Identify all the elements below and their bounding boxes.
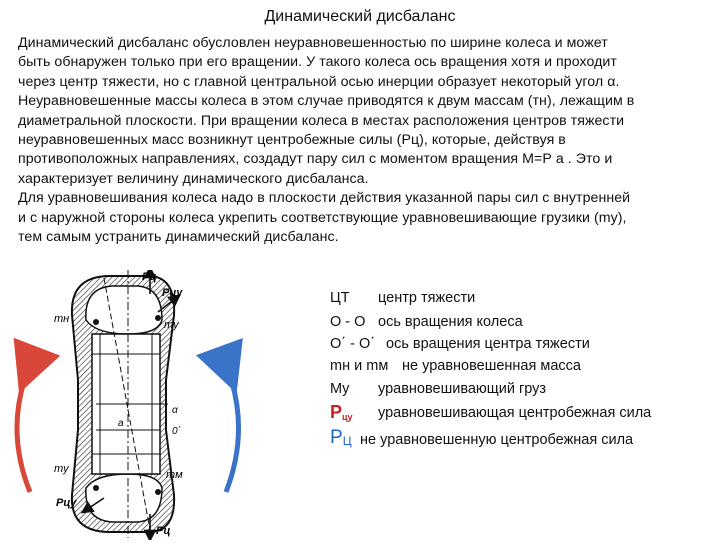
paragraph-line: Неуравновешенные массы колеса в этом случае приводятся к двум массам (тн), лежащим в bbox=[18, 93, 635, 110]
paragraph-line: быть обнаружен только при его вращении. У такого колеса ось вращения хотя и проходит bbox=[18, 54, 617, 71]
legend-text: ось вращения колеса bbox=[378, 314, 523, 330]
legend-symbol: mн и mм bbox=[330, 358, 389, 374]
legend-text: не уравновешенную центробежная сила bbox=[360, 432, 634, 448]
legend-symbol: О΄ - О΄ bbox=[330, 336, 376, 352]
legend-text: уравновешивающая центробежная сила bbox=[378, 405, 652, 421]
mass-marker bbox=[155, 489, 161, 495]
label-m-top-left: mн bbox=[54, 313, 70, 325]
paragraph-line: неуравновешенных масс возникнут центробежные силы (Рц), которые, действуя в bbox=[18, 132, 566, 149]
legend-symbol bbox=[330, 402, 353, 423]
legend-symbol-main: Р bbox=[330, 427, 343, 448]
paragraph-line: противоположных направлениях, создадут пару сил с моментом вращения М=Р а . Это и bbox=[18, 151, 613, 168]
paragraph-line: Динамический дисбаланс обусловлен неуравновешенностью по ширине колеса и может bbox=[18, 35, 608, 51]
mass-marker bbox=[93, 485, 99, 491]
page-title: Динамический дисбаланс bbox=[264, 8, 456, 25]
mass-marker bbox=[93, 319, 99, 325]
paragraph-line: диаметральной плоскости. При вращении колеса в местах расположения центров тяжести bbox=[18, 112, 625, 129]
rotation-arrow-blue bbox=[226, 370, 239, 492]
paragraph-line: тем самым устранить динамический дисбаланс. bbox=[18, 229, 339, 246]
paragraph-line: и с наружной стороны колеса укрепить соответствующие уравновешивающие грузики (mу), bbox=[18, 209, 627, 226]
label-alpha: α bbox=[172, 405, 178, 416]
mass-marker bbox=[155, 315, 161, 321]
label-m-bottom-right: mм bbox=[166, 469, 183, 481]
legend-symbol-sub: цу bbox=[342, 412, 353, 422]
legend-text: не уравновешенная масса bbox=[402, 358, 581, 374]
label-m-top-right: mу bbox=[164, 319, 179, 331]
wheel-diagram bbox=[0, 270, 300, 540]
label-p-bottom-left: Pцу bbox=[56, 497, 77, 509]
legend-text: уравновешивающий груз bbox=[378, 381, 547, 397]
legend-text: ось вращения центра тяжести bbox=[386, 336, 590, 352]
legend-symbol: Mу bbox=[330, 381, 350, 397]
label-a: a bbox=[118, 418, 124, 429]
label-o-prime: 0΄ bbox=[172, 426, 181, 437]
label-m-bottom-left: mу bbox=[54, 463, 69, 475]
legend-symbol-main: Р bbox=[330, 402, 343, 422]
description-paragraph bbox=[18, 34, 710, 247]
legend-text: центр тяжести bbox=[378, 290, 476, 306]
legend-symbol: О - О bbox=[330, 314, 366, 330]
paragraph-line: характеризует величину динамического дисбаланса. bbox=[18, 170, 369, 187]
paragraph-line: Для уравновешивания колеса надо в плоскости действия указанной пары сил с внутренней bbox=[18, 190, 631, 207]
label-p-top-right: Pцу bbox=[162, 287, 183, 299]
legend-symbol-sub: Ц bbox=[342, 434, 352, 448]
label-p-top: Pц bbox=[142, 271, 157, 283]
label-p-bottom-right: Pц bbox=[156, 525, 171, 537]
paragraph-line: через центр тяжести, но с главной центральной осью инерции образует некоторый угол α. bbox=[18, 73, 620, 90]
legend-symbol bbox=[330, 427, 352, 449]
legend-symbol: ЦТ bbox=[330, 290, 350, 306]
rotation-arrow-red bbox=[17, 370, 30, 492]
